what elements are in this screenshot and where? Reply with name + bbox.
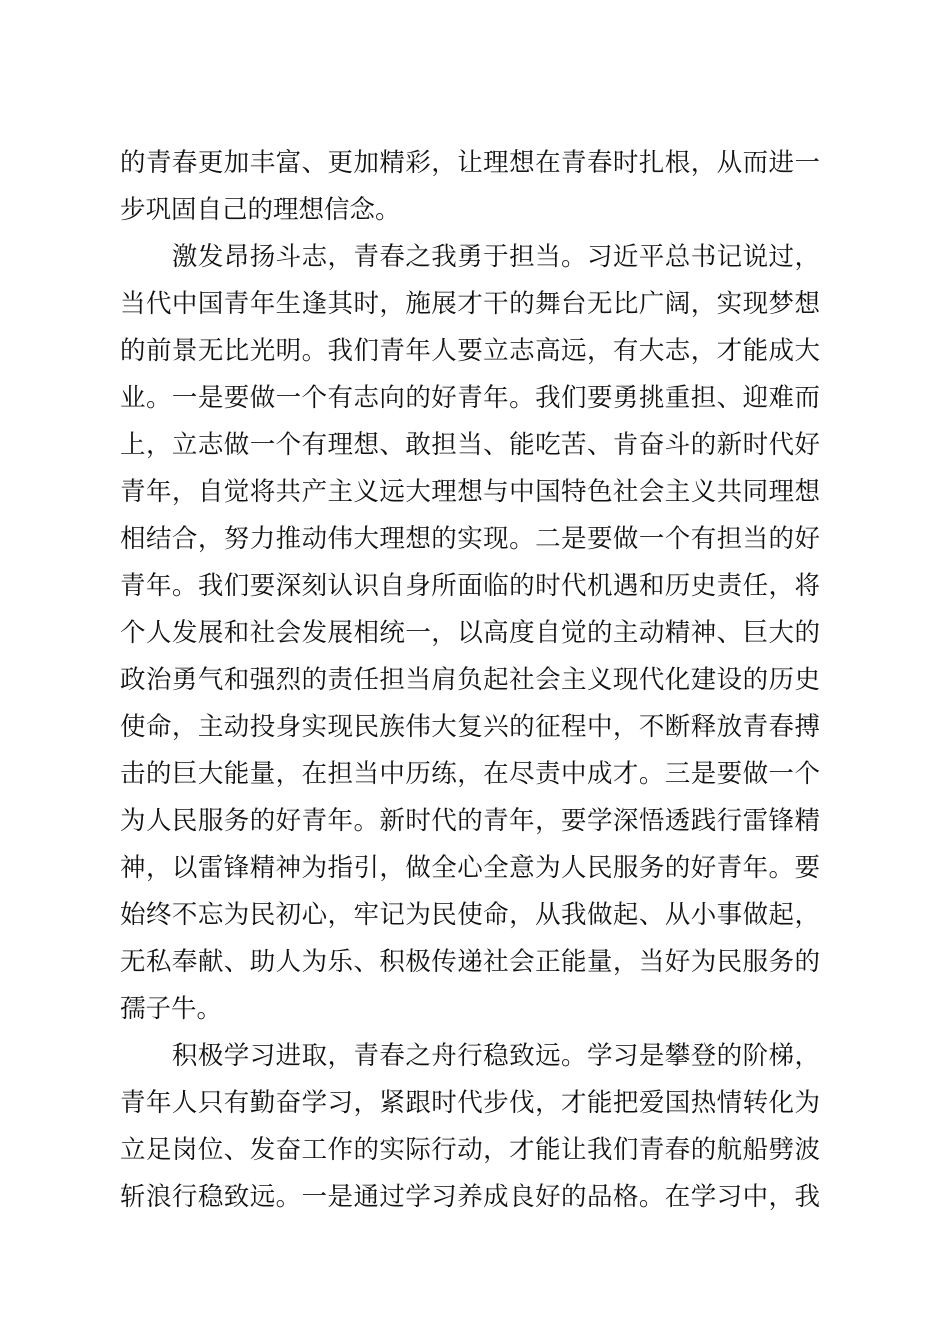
text-line: 的青春更加丰富、更加精彩，让理想在青春时扎根，从而进一 bbox=[120, 148, 820, 178]
text-line: 神，以雷锋精神为指引，做全心全意为人民服务的好青年。要 bbox=[120, 853, 820, 883]
document-body-text bbox=[120, 140, 820, 1221]
text-line: 使命，主动投身实现民族伟大复兴的征程中，不断释放青春搏 bbox=[120, 712, 820, 742]
text-line: 击的巨大能量，在担当中历练，在尽责中成才。三是要做一个 bbox=[120, 759, 820, 789]
text-line: 的前景无比光明。我们青年人要立志高远，有大志，才能成大 bbox=[120, 336, 820, 366]
text-line: 政治勇气和强烈的责任担当肩负起社会主义现代化建设的历史 bbox=[120, 665, 820, 695]
text-line: 积极学习进取，青春之舟行稳致远。学习是攀登的阶梯， bbox=[120, 1041, 820, 1071]
text-line: 无私奉献、助人为乐、积极传递社会正能量，当好为民服务的 bbox=[120, 947, 820, 977]
text-line: 始终不忘为民初心，牢记为民使命，从我做起、从小事做起， bbox=[120, 900, 820, 930]
text-line: 青年。我们要深刻认识自身所面临的时代机遇和历史责任，将 bbox=[120, 571, 820, 601]
text-line: 个人发展和社会发展相统一，以高度自觉的主动精神、巨大的 bbox=[120, 618, 820, 648]
text-line: 当代中国青年生逢其时，施展才干的舞台无比广阔，实现梦想 bbox=[120, 289, 820, 319]
text-line: 激发昂扬斗志，青春之我勇于担当。习近平总书记说过， bbox=[120, 242, 820, 272]
text-line: 步巩固自己的理想信念。 bbox=[120, 195, 401, 225]
text-line: 斩浪行稳致远。一是通过学习养成良好的品格。在学习中，我 bbox=[120, 1182, 820, 1212]
text-line: 业。一是要做一个有志向的好青年。我们要勇挑重担、迎难而 bbox=[120, 383, 820, 413]
text-line: 为人民服务的好青年。新时代的青年，要学深悟透践行雷锋精 bbox=[120, 806, 820, 836]
text-line: 立足岗位、发奋工作的实际行动，才能让我们青春的航船劈波 bbox=[120, 1135, 820, 1165]
text-line: 孺子牛。 bbox=[120, 994, 223, 1024]
text-line: 相结合，努力推动伟大理想的实现。二是要做一个有担当的好 bbox=[120, 524, 820, 554]
text-line: 青年，自觉将共产主义远大理想与中国特色社会主义共同理想 bbox=[120, 477, 820, 507]
text-line: 青年人只有勤奋学习，紧跟时代步伐，才能把爱国热情转化为 bbox=[120, 1088, 820, 1118]
text-line: 上，立志做一个有理想、敢担当、能吃苦、肯奋斗的新时代好 bbox=[120, 430, 820, 460]
